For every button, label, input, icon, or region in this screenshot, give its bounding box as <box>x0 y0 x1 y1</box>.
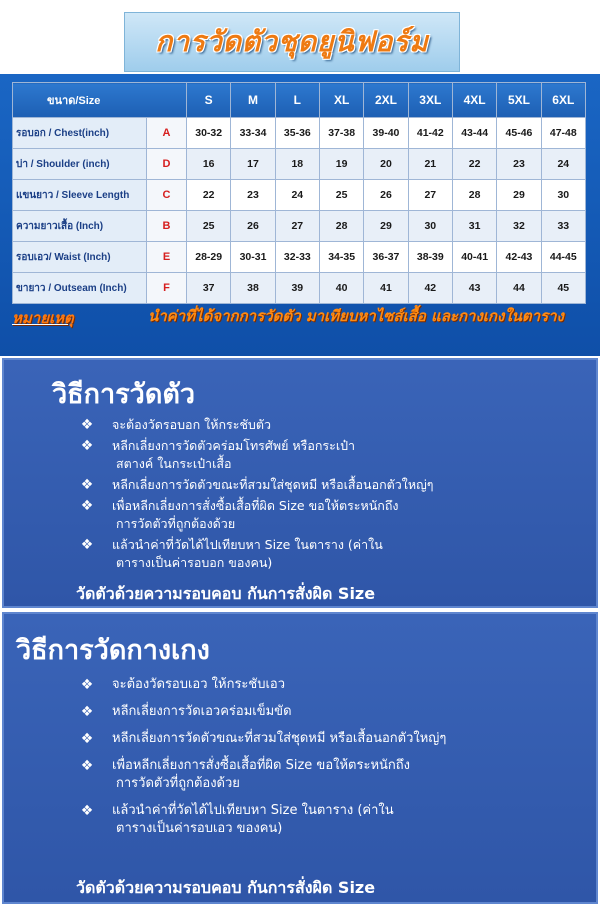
table-cell: 45 <box>541 273 585 304</box>
tip-text: เพื่อหลีกเลี่ยงการสั่งซื้อเสื้อที่ผิด Size ขอให้ตระหนักถึง <box>112 498 399 513</box>
tip-text: แล้วนำค่าที่วัดได้ไปเทียบหา Size ในตาราง (ค่าใน <box>112 803 394 818</box>
table-cell: 28 <box>452 180 496 211</box>
measurement-label: ความยาวเสื้อ (Inch) <box>13 211 147 242</box>
list-item <box>78 497 578 533</box>
table-cell: 44 <box>497 273 541 304</box>
table-cell: 47-48 <box>541 118 585 149</box>
size-header-label: ขนาด/Size <box>13 83 187 118</box>
tip-text: การวัดตัวที่ถูกต้องด้วย <box>116 516 236 531</box>
list-item <box>78 703 578 721</box>
table-cell: 28 <box>319 211 363 242</box>
measurement-label: รอบเอว/ Waist (Inch) <box>13 242 147 273</box>
table-cell: 43 <box>452 273 496 304</box>
body-measure-panel <box>2 358 598 608</box>
table-cell: 25 <box>187 211 231 242</box>
four-diamond-bullet-icon: ❖ <box>80 731 94 747</box>
four-diamond-bullet-icon: ❖ <box>80 704 94 720</box>
table-cell: 18 <box>275 149 319 180</box>
measurement-label: ขายาว / Outseam (Inch) <box>13 273 147 304</box>
tip-text: หลีกเลี่ยงการวัดตัวคร่อมโทรศัพย์ หรือกระเป๋า <box>112 438 356 453</box>
table-cell: 35-36 <box>275 118 319 149</box>
table-cell: 22 <box>187 180 231 211</box>
tip-text: จะต้องวัดรอบอก ให้กระชับตัว <box>112 417 272 432</box>
measurement-code: C <box>147 180 187 211</box>
four-diamond-bullet-icon: ❖ <box>80 438 94 454</box>
table-cell: 36-37 <box>364 242 408 273</box>
table-row <box>13 242 586 273</box>
table-cell: 19 <box>319 149 363 180</box>
table-cell: 37 <box>187 273 231 304</box>
table-cell: 40-41 <box>452 242 496 273</box>
list-item <box>78 416 578 434</box>
tip-text: การวัดตัวที่ถูกต้องด้วย <box>116 776 240 791</box>
list-item <box>78 676 578 694</box>
table-cell: 33-34 <box>231 118 275 149</box>
pants-measure-tips <box>78 676 578 847</box>
body-measure-tips <box>78 416 578 575</box>
table-row <box>13 149 586 180</box>
table-cell: 43-44 <box>452 118 496 149</box>
measurement-code: D <box>147 149 187 180</box>
table-cell: 24 <box>541 149 585 180</box>
four-diamond-bullet-icon: ❖ <box>80 498 94 514</box>
table-cell: 26 <box>364 180 408 211</box>
tip-text: สตางค์ ในกระเป๋าเสื้อ <box>116 456 232 471</box>
size-table-header-row <box>13 83 586 118</box>
four-diamond-bullet-icon: ❖ <box>80 537 94 553</box>
table-row <box>13 211 586 242</box>
table-row <box>13 118 586 149</box>
table-cell: 21 <box>408 149 452 180</box>
size-column-header: 5XL <box>497 83 541 118</box>
list-item <box>78 476 578 494</box>
page-title: การวัดตัวชุดยูนิฟอร์ม <box>155 25 429 58</box>
table-row <box>13 273 586 304</box>
table-cell: 24 <box>275 180 319 211</box>
measurement-label: แขนยาว / Sleeve Length <box>13 180 147 211</box>
four-diamond-bullet-icon: ❖ <box>80 417 94 433</box>
tip-text: ตารางเป็นค่ารอบอก ของคน) <box>116 555 273 570</box>
tip-text: ตารางเป็นค่ารอบเอว ของคน) <box>116 821 283 836</box>
table-cell: 25 <box>319 180 363 211</box>
pants-measure-title: วิธีการวัดกางเกง <box>16 635 210 666</box>
table-cell: 41 <box>364 273 408 304</box>
measurement-code: A <box>147 118 187 149</box>
four-diamond-bullet-icon: ❖ <box>80 758 94 774</box>
table-cell: 22 <box>452 149 496 180</box>
table-cell: 30-31 <box>231 242 275 273</box>
table-cell: 23 <box>231 180 275 211</box>
table-cell: 40 <box>319 273 363 304</box>
table-cell: 28-29 <box>187 242 231 273</box>
table-cell: 32 <box>497 211 541 242</box>
pants-measure-footer: วัดตัวด้วยความรอบคอบ กันการสั่งผิด Size <box>76 878 376 897</box>
table-cell: 30-32 <box>187 118 231 149</box>
size-column-header: 3XL <box>408 83 452 118</box>
table-cell: 30 <box>408 211 452 242</box>
table-cell: 27 <box>275 211 319 242</box>
table-cell: 42 <box>408 273 452 304</box>
tip-text: จะต้องวัดรอบเอว ให้กระชับเอว <box>112 677 286 692</box>
remark-text: นำค่าที่ได้จากการวัดตัว มาเทียบหาไซส์เสื้อ และกางเกงในตาราง <box>148 307 564 325</box>
size-column-header: XL <box>319 83 363 118</box>
tip-text: เพื่อหลีกเลี่ยงการสั่งซื้อเสื้อที่ผิด Size ขอให้ตระหนักถึง <box>112 758 410 773</box>
table-cell: 39 <box>275 273 319 304</box>
body-measure-footer: วัดตัวด้วยความรอบคอบ กันการสั่งผิด Size <box>76 584 376 603</box>
body-measure-title: วิธีการวัดตัว <box>52 379 196 410</box>
table-cell: 41-42 <box>408 118 452 149</box>
list-item <box>78 437 578 473</box>
list-item <box>78 730 578 748</box>
table-cell: 38 <box>231 273 275 304</box>
size-column-header: 2XL <box>364 83 408 118</box>
table-cell: 37-38 <box>319 118 363 149</box>
measurement-code: B <box>147 211 187 242</box>
table-cell: 29 <box>364 211 408 242</box>
table-cell: 16 <box>187 149 231 180</box>
list-item <box>78 757 578 793</box>
table-cell: 42-43 <box>497 242 541 273</box>
size-table-body <box>13 118 586 304</box>
remark-label: หมายเหตุ <box>12 309 74 327</box>
tip-text: หลีกเลี่ยงการวัดตัวขณะที่สวมใส่ชุดหมี หรือเสื้อนอกตัวใหญ่ๆ <box>112 477 434 492</box>
table-cell: 29 <box>497 180 541 211</box>
table-cell: 39-40 <box>364 118 408 149</box>
tip-text: แล้วนำค่าที่วัดได้ไปเทียบหา Size ในตาราง (ค่าใน <box>112 537 383 552</box>
table-cell: 33 <box>541 211 585 242</box>
pants-measure-panel <box>2 612 598 904</box>
table-cell: 30 <box>541 180 585 211</box>
table-cell: 27 <box>408 180 452 211</box>
table-cell: 44-45 <box>541 242 585 273</box>
table-cell: 23 <box>497 149 541 180</box>
size-column-header: L <box>275 83 319 118</box>
title-banner <box>124 12 460 72</box>
table-cell: 20 <box>364 149 408 180</box>
size-column-header: 6XL <box>541 83 585 118</box>
table-cell: 31 <box>452 211 496 242</box>
measurement-label: รอบอก / Chest(inch) <box>13 118 147 149</box>
measurement-label: บ่า / Shoulder (inch) <box>13 149 147 180</box>
size-chart-panel <box>0 74 600 356</box>
table-cell: 45-46 <box>497 118 541 149</box>
size-table <box>12 82 586 304</box>
four-diamond-bullet-icon: ❖ <box>80 677 94 693</box>
table-cell: 38-39 <box>408 242 452 273</box>
size-column-header: 4XL <box>452 83 496 118</box>
tip-text: หลีกเลี่ยงการวัดเอวคร่อมเข็มขัด <box>112 704 292 719</box>
table-cell: 34-35 <box>319 242 363 273</box>
four-diamond-bullet-icon: ❖ <box>80 803 94 819</box>
table-cell: 17 <box>231 149 275 180</box>
table-cell: 26 <box>231 211 275 242</box>
tip-text: หลีกเลี่ยงการวัดตัวขณะที่สวมใส่ชุดหมี หรือเสื้อนอกตัวใหญ่ๆ <box>112 731 447 746</box>
table-cell: 32-33 <box>275 242 319 273</box>
measurement-code: F <box>147 273 187 304</box>
size-column-header: M <box>231 83 275 118</box>
list-item <box>78 536 578 572</box>
size-column-header: S <box>187 83 231 118</box>
four-diamond-bullet-icon: ❖ <box>80 477 94 493</box>
list-item <box>78 802 578 838</box>
measurement-code: E <box>147 242 187 273</box>
table-row <box>13 180 586 211</box>
